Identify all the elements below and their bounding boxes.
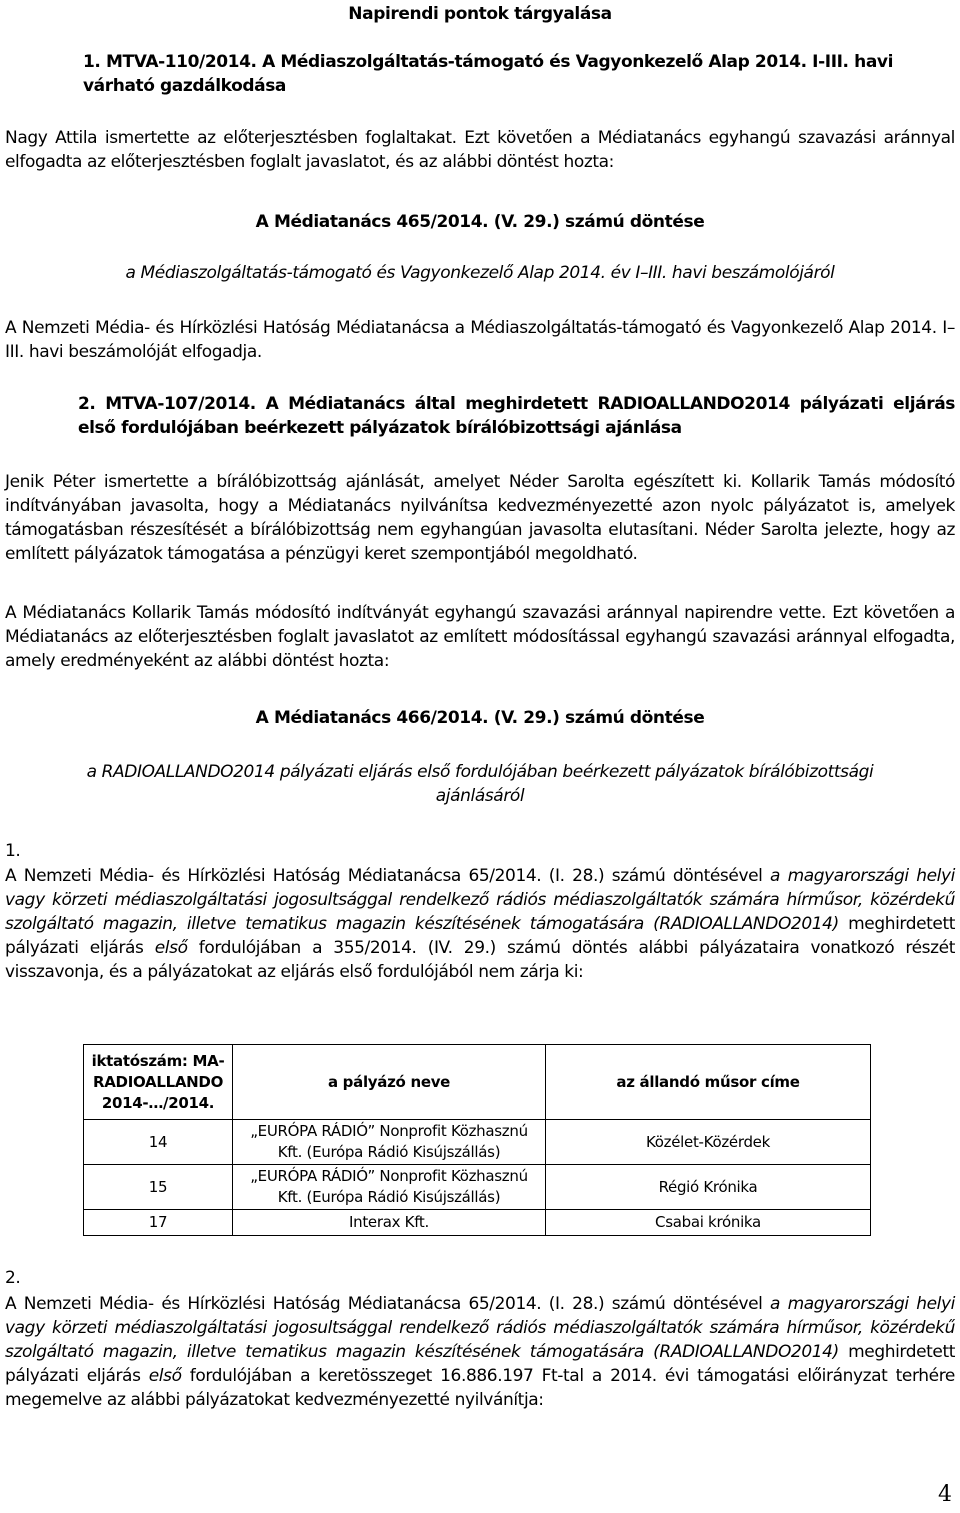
agenda-item-1-intro: Nagy Attila ismertette az előterjesztésben foglaltakat. Ezt követően a Médiatanács egyhangú szavazási aránnyal elfogadta az előterjesztésben foglalt javaslatot, és az alábbi döntést hozta: — [5, 128, 955, 172]
table-header-row — [84, 1045, 871, 1120]
page-number: 4 — [938, 1482, 952, 1507]
decision-466-title: A Médiatanács 466/2014. (V. 29.) számú döntése — [255, 708, 705, 728]
cell-filing-number: 15 — [84, 1165, 233, 1210]
agenda-item-2-subject: A Médiatanács által meghirdetett RADIOALLANDO2014 pályázati eljárás első fordulójában beérkezett pályázatok bírálóbizottsági ajánlása — [78, 394, 955, 438]
point-2-text-c: meghirdetett pályázati eljárás — [5, 1342, 955, 1386]
cell-applicant: Interax Kft. — [233, 1210, 546, 1236]
decision-465-title: A Médiatanács 465/2014. (V. 29.) számú döntése — [255, 212, 705, 232]
col-header-program-title: az állandó műsor címe — [546, 1045, 871, 1120]
cell-filing-number: 14 — [84, 1120, 233, 1165]
cell-applicant: „EURÓPA RÁDIÓ” Nonprofit Közhasznú Kft. (Európa Rádió Kisújszállás) — [233, 1165, 546, 1210]
cell-applicant: „EURÓPA RÁDIÓ” Nonprofit Közhasznú Kft. (Európa Rádió Kisújszállás) — [233, 1120, 546, 1165]
point-2-number: 2. — [5, 1268, 21, 1288]
table-row — [84, 1165, 871, 1210]
agenda-item-2-para2: A Médiatanács Kollarik Tamás módosító indítványát egyhangú szavazási aránnyal napirendre vette. Ezt követően a Médiatanács az előterjesztésben foglalt javaslatot az említett módosítással egyhangú szavazási aránnyal elfogadta, amely eredményeként az alábbi döntést hozta: — [5, 603, 955, 671]
decision-465-subject: a Médiaszolgáltatás-támogató és Vagyonkezelő Alap 2014. év I–III. havi beszámolójáról — [125, 263, 835, 283]
point-1-text-c: meghirdetett pályázati eljárás — [5, 914, 955, 958]
point-1-number: 1. — [5, 841, 21, 861]
applications-table — [83, 1044, 871, 1236]
cell-program-title: Csabai krónika — [546, 1210, 871, 1236]
cell-program-title: Régió Krónika — [546, 1165, 871, 1210]
point-2-text-e: fordulójában a keretösszeget 16.886.197 Ft-tal a 2014. évi támogatási előirányzat terhére megemelve az alábbi pályázatokat kedvezményezetté nyilvánítja: — [5, 1366, 955, 1410]
agenda-item-2-para1: Jenik Péter ismertette a bírálóbizottság ajánlását, amelyet Néder Sarolta egészített ki. Kollarik Tamás módosító indítványában javasolta, hogy a Médiatanács nyilvánítsa kedvezményezetté azon nyolc pályázatot is, amelyek támogatásban részesítését a bírálóbizottság nem egyhangúan javasolta elutasítani. Néder Sarolta jelezte, hogy az említett pályázatok támogatása a pénzügyi keret szempontjából megoldható. — [5, 472, 955, 564]
section-heading: Napirendi pontok tárgyalása — [348, 4, 612, 24]
point-2-text — [5, 1292, 955, 1412]
decision-466-subject: a RADIOALLANDO2014 pályázati eljárás első fordulójában beérkezett pályázatok bírálóbizottsági ajánlásáról — [86, 762, 874, 806]
point-1-text-d: első — [154, 938, 188, 958]
point-2-text-b: a magyarországi helyi vagy körzeti médiaszolgáltatási jogosultsággal rendelkező rádiós médiaszolgáltatók számára hírműsor, közérdekű szolgáltató magazin, illetve tematikus magazin készítésének támogatására (RADIOALLANDO2014) — [5, 1294, 955, 1362]
agenda-item-2-number: 2. MTVA-107/2014. — [78, 394, 256, 414]
decision-465-text: A Nemzeti Média- és Hírközlési Hatóság Médiatanácsa a Médiaszolgáltatás-támogató és Vagyonkezelő Alap 2014. I–III. havi beszámolóját elfogadja. — [5, 318, 955, 362]
point-1-text — [5, 864, 955, 984]
col-header-applicant: a pályázó neve — [233, 1045, 546, 1120]
cell-filing-number: 17 — [84, 1210, 233, 1236]
point-1-text-e: fordulójában a 355/2014. (IV. 29.) számú döntés alábbi pályázataira vonatkozó részét visszavonja, és a pályázatokat az eljárás első fordulójából nem zárja ki: — [5, 938, 955, 982]
point-1-text-a: A Nemzeti Média- és Hírközlési Hatóság Médiatanácsa 65/2014. (I. 28.) számú döntésével — [5, 866, 763, 886]
agenda-item-1-title: 1. MTVA-110/2014. A Médiaszolgáltatás-támogató és Vagyonkezelő Alap 2014. I-III. havi várható gazdálkodása — [83, 52, 893, 96]
table-row — [84, 1120, 871, 1165]
point-1-text-b: a magyarországi helyi vagy körzeti médiaszolgáltatási jogosultsággal rendelkező rádiós médiaszolgáltatók számára hírműsor, közérdekű szolgáltató magazin, illetve tematikus magazin készítésének támogatására (RADIOALLANDO2014) — [5, 866, 955, 934]
point-2-text-d: első — [148, 1366, 182, 1386]
agenda-item-2-title — [78, 392, 955, 440]
col-header-filing-number: iktatószám: MA-RADIOALLANDO 2014-…/2014. — [84, 1045, 233, 1120]
cell-program-title: Közélet-Közérdek — [546, 1120, 871, 1165]
table-row — [84, 1210, 871, 1236]
point-2-text-a: A Nemzeti Média- és Hírközlési Hatóság Médiatanácsa 65/2014. (I. 28.) számú döntésével — [5, 1294, 763, 1314]
